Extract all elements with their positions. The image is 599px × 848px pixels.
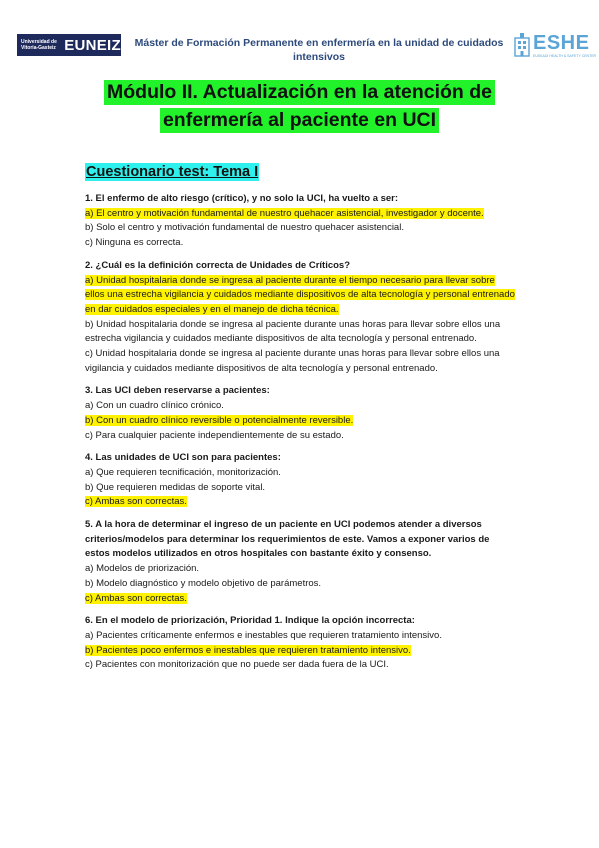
module-title-line-2: enfermería al paciente en UCI (160, 108, 439, 133)
answer-option (85, 236, 515, 251)
highlighted-answer-text: b) Pacientes poco enfermos e inestables que requieren tratamiento intensivo. (85, 644, 411, 656)
module-title (0, 80, 599, 133)
answer-option (85, 429, 515, 444)
highlighted-answer-text: c) Ambas son correctas. (85, 592, 187, 604)
question-text: 3. Las UCI deben reservarse a pacientes: (85, 385, 270, 397)
eshe-logo-subtitle: EUSKADI HEALTH & SAFETY CENTER (533, 54, 597, 58)
answer-option (85, 466, 515, 481)
euneiz-logo (17, 34, 121, 56)
module-title-line-1: Módulo II. Actualización en la atención de (104, 80, 495, 105)
answer-text: a) Pacientes críticamente enfermos e inestables que requieren tratamiento intensivo. (85, 629, 442, 641)
answer-option (85, 318, 515, 347)
answer-option (85, 644, 515, 659)
answer-option (85, 495, 515, 510)
question-text: 4. Las unidades de UCI son para pacientes: (85, 452, 281, 464)
answer-option (85, 207, 515, 222)
question-4 (85, 451, 515, 510)
question-3 (85, 384, 515, 443)
highlighted-answer-text: b) Con un cuadro clínico reversible o potencialmente reversible. (85, 414, 354, 426)
question-text: 1. El enfermo de alto riesgo (crítico), y no solo la UCI, ha vuelto a ser: (85, 193, 399, 204)
answer-text: a) Modelos de priorización. (85, 563, 200, 575)
eshe-logo (513, 30, 597, 62)
answer-text: b) Unidad hospitalaria donde se ingresa al paciente durante unas horas para llevar sobre ellos una estrecha vigilancia y cuidados mediante dispositivos de alta tecnología y personal entrenado. (85, 318, 501, 345)
highlighted-answer-text: c) Ambas son correctas. (85, 496, 187, 508)
answer-option (85, 658, 515, 673)
page-header (0, 0, 599, 70)
answer-option (85, 347, 515, 376)
answer-option (85, 592, 515, 607)
question-text: 6. En el modelo de priorización, Prioridad 1. Indique la opción incorrecta: (85, 615, 415, 627)
answer-text: b) Que requieren medidas de soporte vital. (85, 481, 266, 493)
questions-list (85, 192, 515, 681)
answer-option (85, 221, 515, 236)
question-1 (85, 192, 515, 251)
answer-option (85, 577, 515, 592)
program-title: Máster de Formación Permanente en enfermería en la unidad de cuidados intensivos (134, 37, 504, 63)
answer-option (85, 414, 515, 429)
answer-text: c) Pacientes con monitorización que no puede ser dada fuera de la UCI. (85, 659, 389, 671)
question-text: 5. A la hora de determinar el ingreso de un paciente en UCI podemos atender a diversos criterios/modelos para determinar los requerimientos de este. Vamos a exponer varios de estos modelos utilizados en otros hospitales con bastante éxito y consenso. (85, 519, 490, 560)
answer-text: a) Que requieren tecnificación, monitorización. (85, 466, 281, 478)
highlighted-answer-text: a) El centro y motivación fundamental de nuestro quehacer asistencial, investigador y docente. (85, 207, 484, 219)
answer-text: b) Modelo diagnóstico y modelo objetivo de parámetros. (85, 577, 322, 589)
question-2 (85, 259, 515, 377)
question-5 (85, 518, 515, 606)
answer-text: c) Ninguna es correcta. (85, 237, 184, 249)
answer-option (85, 399, 515, 414)
answer-option (85, 629, 515, 644)
quiz-title: Cuestionario test: Tema I (86, 164, 259, 180)
answer-option (85, 481, 515, 496)
question-text: 2. ¿Cuál es la definición correcta de Unidades de Críticos? (85, 259, 351, 271)
answer-option (85, 562, 515, 577)
answer-text: a) Con un cuadro clínico crónico. (85, 400, 224, 412)
answer-text: c) Unidad hospitalaria donde se ingresa al paciente durante unas horas para llevar sobre ellos una vigilancia y cuidados mediante dispositivos de alta tecnología y personal entrenado. (85, 348, 500, 374)
euneiz-logo-university: Universidad de Vitoria-Gasteiz (21, 39, 57, 51)
answer-text: c) Para cualquier paciente independientemente de su estado. (85, 429, 344, 441)
building-icon (513, 32, 533, 58)
answer-option (85, 274, 515, 318)
answer-text: b) Solo el centro y motivación fundamental de nuestro quehacer asistencial. (85, 222, 404, 234)
highlighted-answer-text: a) Unidad hospitalaria donde se ingresa al paciente durante el tiempo necesario para llevar sobre ellos una estrecha vigilancia y cuidados mediante dispositivos de alta tecnología y personal entrenado en dar cuidados especiales y en el manejo de dicha técnica. (85, 274, 515, 315)
question-6 (85, 614, 515, 673)
eshe-logo-brand: ESHE (533, 32, 590, 54)
euneiz-logo-brand: EUNEIZ (64, 36, 121, 54)
